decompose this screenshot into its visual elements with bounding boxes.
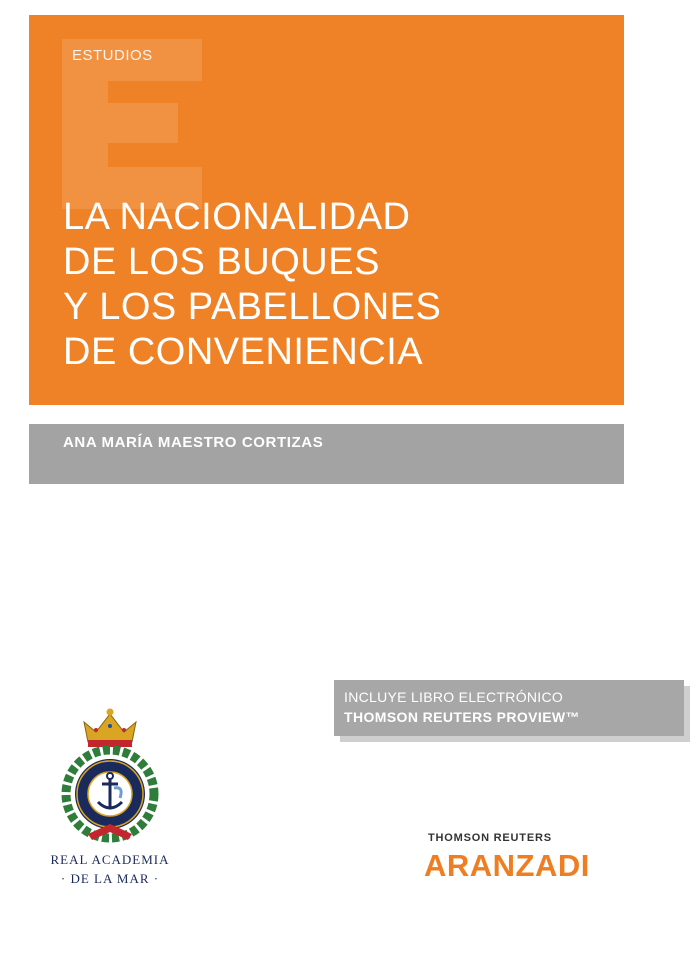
book-title xyxy=(63,195,441,375)
real-academia-de-la-mar-emblem-icon xyxy=(58,702,162,844)
series-letter-e-watermark xyxy=(62,39,202,209)
author-name: ANA MARÍA MAESTRO CORTIZAS xyxy=(63,434,324,451)
academy-name-line1: REAL ACADEMIA xyxy=(50,852,170,867)
publisher-group: THOMSON REUTERS xyxy=(428,832,552,844)
book-title-line: LA NACIONALIDAD xyxy=(63,196,411,238)
author-bar xyxy=(29,424,624,484)
ebook-badge-line2: THOMSON REUTERS PROVIEW™ xyxy=(344,709,580,725)
cover-title-panel xyxy=(29,15,624,405)
publisher-name: ARANZADI xyxy=(424,848,590,883)
book-title-line: Y LOS PABELLONES xyxy=(63,286,442,328)
academy-name xyxy=(28,850,192,888)
book-title-line: DE LOS BUQUES xyxy=(63,241,380,283)
academy-name-line2: · DE LA MAR · xyxy=(60,871,160,886)
ebook-badge xyxy=(334,680,684,736)
series-label: ESTUDIOS xyxy=(72,47,153,64)
book-title-line: DE CONVENIENCIA xyxy=(63,331,424,373)
ebook-badge-line1: INCLUYE LIBRO ELECTRÓNICO xyxy=(344,689,564,705)
